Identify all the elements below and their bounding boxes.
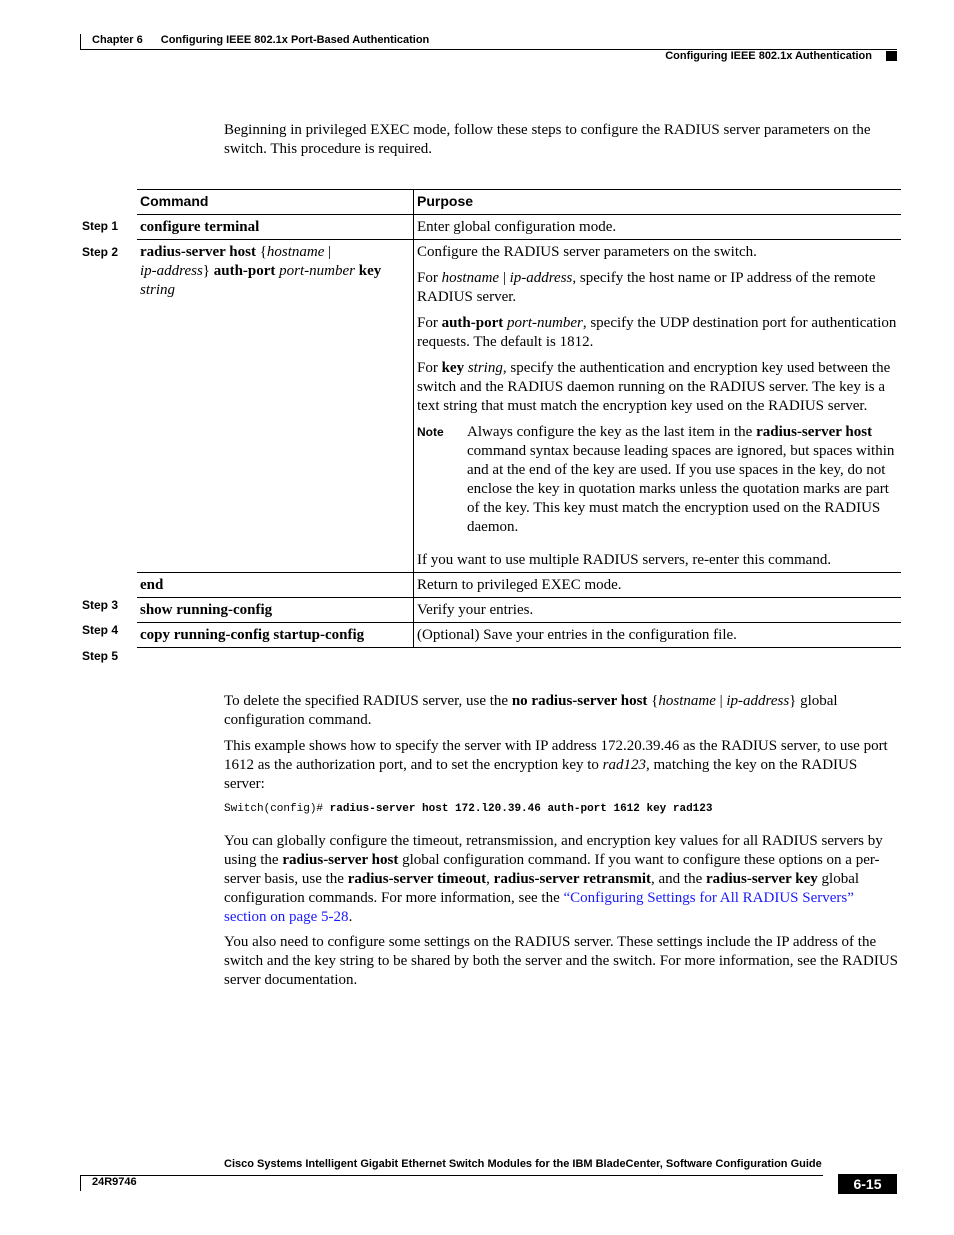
command-text: end (140, 577, 164, 593)
text: , (486, 871, 494, 887)
keyword-text: radius-server timeout (347, 871, 487, 887)
note-block (417, 423, 897, 537)
text: To delete the specified RADIUS server, use the (224, 693, 512, 709)
code-command: radius-server host 172.l20.39.46 auth-port 1612 key rad123 (329, 803, 713, 815)
command-cell (137, 215, 414, 240)
command-cell (137, 573, 414, 598)
note-label: Note (417, 425, 444, 439)
radius-server-settings-paragraph: You also need to configure some settings on the RADIUS server. These settings include the IP address of the switch and the key string to be shared by both the server and the switch. For more information, see the RADIUS server documentation. (224, 934, 899, 988)
cross-reference-link[interactable]: “Configuring Settings for All RADIUS Servers” section on page 5-28 (224, 890, 854, 925)
example-paragraph (224, 737, 900, 794)
table-row (137, 598, 901, 623)
command-brace: { (255, 244, 267, 260)
procedure-table (137, 189, 901, 648)
text: { (647, 693, 659, 709)
arg-text: string (464, 360, 503, 376)
keyword-text: radius-server host (282, 852, 399, 868)
chapter-number: Chapter 6 (92, 34, 143, 46)
table-row (137, 240, 901, 573)
arg-text: port-number (503, 315, 583, 331)
table-header-row (137, 190, 901, 215)
intro-paragraph: Beginning in privileged EXEC mode, follow these steps to configure the RADIUS server parameters on the switch. This procedure is required. (224, 122, 871, 157)
purpose-cell: Verify your entries. (414, 598, 902, 623)
command-arg: string (140, 282, 176, 298)
arg-text: hostname (441, 270, 500, 286)
purpose-paragraph: Configure the RADIUS server parameters on the switch. (417, 244, 757, 260)
text: command syntax because leading spaces are ignored, but spaces within and at the end of the key are used. If you use spaces in the key, do not enclose the key in quotation marks unless the quotation marks are part of the key. This key must match the encryption used on the RADIUS daemon. (467, 443, 895, 535)
purpose-paragraph (417, 269, 897, 307)
running-header-section: Configuring IEEE 802.1x Authentication (665, 50, 872, 62)
text: specify the host name or IP address of the remote RADIUS server. (417, 270, 876, 305)
step-label-1: Step 1 (82, 219, 119, 233)
text: , specify the authentication and encryption key used between the switch and the RADIUS daemon running on the RADIUS server. The key is a text string that must match the encryption key used on the RADIUS server. (417, 360, 891, 414)
purpose-paragraph (417, 314, 897, 352)
command-text: show running-config (140, 602, 273, 618)
keyword-text: radius-server host (756, 424, 873, 440)
command-cell (137, 623, 414, 648)
purpose-cell: Enter global configuration mode. (414, 215, 902, 240)
text: For (417, 360, 442, 376)
text: Always configure the key as the last item in the (467, 424, 757, 440)
footer-title: Cisco Systems Intelligent Gigabit Ethernet Switch Modules for the IBM BladeCenter, Software Configuration Guide (224, 1158, 822, 1170)
command-keyword: auth-port (213, 263, 276, 279)
purpose-cell (414, 240, 902, 573)
command-text: copy running-config startup-config (140, 627, 365, 643)
command-brace: } (202, 263, 214, 279)
arg-text: rad123 (602, 757, 646, 773)
text: | (715, 693, 727, 709)
page-number: 6-15 (838, 1174, 897, 1194)
footer-rule (80, 1175, 823, 1176)
text: } global configuration command. (224, 693, 838, 728)
text: For (417, 315, 442, 331)
command-text: configure terminal (140, 219, 260, 235)
text: . (348, 909, 353, 925)
table-row (137, 623, 901, 648)
keyword-text: key (441, 360, 465, 376)
text: global configuration command. If you want to configure these options on a per-server basis, use the (224, 852, 880, 887)
purpose-cell: (Optional) Save your entries in the configuration file. (414, 623, 902, 648)
delete-paragraph (224, 692, 900, 730)
command-pipe: | (324, 244, 332, 260)
command-keyword: radius-server host (140, 244, 256, 260)
purpose-paragraph (417, 359, 897, 416)
keyword-text: radius-server key (705, 871, 818, 887)
text: , matching the key on the RADIUS server: (224, 757, 858, 792)
header-rule-vertical (80, 34, 81, 50)
command-cell (137, 598, 414, 623)
table-row (137, 573, 901, 598)
keyword-text: auth-port (441, 315, 504, 331)
purpose-cell: Return to privileged EXEC mode. (414, 573, 902, 598)
chapter-title: Configuring IEEE 802.1x Port-Based Authentication (160, 34, 430, 46)
running-header-chapter (92, 34, 429, 46)
command-arg: port-number (275, 263, 355, 279)
header-marker-box (886, 51, 897, 61)
arg-text: hostname (658, 693, 716, 709)
keyword-text: no radius-server host (511, 693, 648, 709)
text: , and the (651, 871, 706, 887)
column-header-purpose: Purpose (414, 190, 902, 215)
arg-text: ip-address, (509, 270, 577, 286)
step-label-2: Step 2 (82, 245, 119, 259)
purpose-paragraph: If you want to use multiple RADIUS servers, re-enter this command. (417, 552, 832, 568)
note-text (467, 423, 897, 537)
step-label-3: Step 3 (82, 598, 119, 612)
column-header-command: Command (137, 190, 414, 215)
command-keyword: key (354, 263, 382, 279)
text: global configuration commands. For more information, see the (224, 871, 860, 906)
step-label-4: Step 4 (82, 623, 119, 637)
global-config-paragraph (224, 832, 900, 927)
text: | (499, 270, 510, 286)
command-arg: hostname (266, 244, 325, 260)
code-example (224, 803, 713, 815)
footer-rule-vertical (80, 1175, 81, 1191)
code-prompt: Switch(config)# (224, 803, 330, 815)
text: For (417, 270, 442, 286)
text: , specify the UDP destination port for authentication requests. The default is 1812. (417, 315, 897, 350)
keyword-text: radius-server retransmit (493, 871, 651, 887)
command-arg: ip-address (140, 263, 203, 279)
command-cell (137, 240, 414, 573)
arg-text: ip-address (726, 693, 790, 709)
document-number: 24R9746 (92, 1176, 137, 1188)
text: You can globally configure the timeout, retransmission, and encryption key values for all RADIUS servers by using the (224, 833, 883, 868)
step-label-5: Step 5 (82, 649, 119, 663)
text: This example shows how to specify the server with IP address 172.20.39.46 as the RADIUS server, to use port 1612 as the authorization port, and to set the encryption key to (224, 738, 888, 773)
table-row (137, 215, 901, 240)
